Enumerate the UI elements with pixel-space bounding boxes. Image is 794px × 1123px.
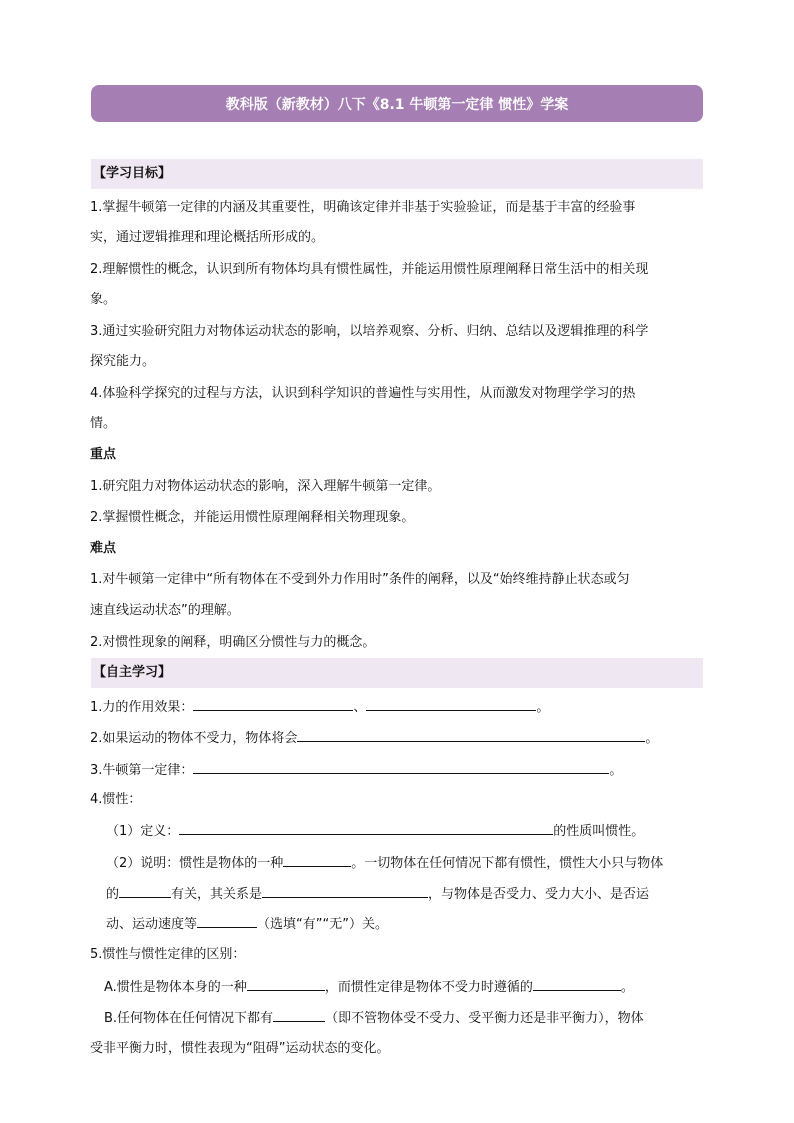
question-2-text: 2.如果运动的物体不受力，物体将会 <box>90 731 298 746</box>
answer-blank[interactable] <box>247 976 325 991</box>
difficult-point-2: 2.对惯性现象的阐释，明确区分惯性与力的概念。 <box>90 635 376 650</box>
answer-blank[interactable] <box>193 759 609 774</box>
item-text: （即不管物体受不受力、受平衡力还是非平衡力），物体 <box>325 1011 644 1026</box>
answer-blank[interactable] <box>179 820 553 835</box>
question-2-end: 。 <box>645 731 659 746</box>
answer-blank[interactable] <box>366 696 536 711</box>
question-3 <box>90 759 622 781</box>
explanation-text: 有关，其关系是 <box>171 887 263 902</box>
question-2 <box>90 727 658 749</box>
explanation-text: （选填“有”“无”）关。 <box>257 917 388 932</box>
item-text: A.惯性是物体本身的一种 <box>104 980 247 995</box>
question-5-item-b-line-1 <box>104 1007 644 1029</box>
answer-blank[interactable] <box>197 913 257 928</box>
difficult-points-heading: 难点 <box>90 541 117 556</box>
answer-blank[interactable] <box>533 976 621 991</box>
answer-blank[interactable] <box>262 883 428 898</box>
goal-4-line-1: 4.体验科学探究的过程与方法，认识到科学知识的普遍性与实用性，从而激发对物理学学习的热 <box>90 386 636 401</box>
answer-blank[interactable] <box>119 883 171 898</box>
section-self-study-heading: 【自主学习】 <box>91 658 703 688</box>
question-4-explanation-line-2 <box>106 883 649 905</box>
goal-2-line-2: 象。 <box>90 292 117 307</box>
answer-blank[interactable] <box>297 727 645 742</box>
question-4-definition-end: 的性质叫惯性。 <box>553 824 645 839</box>
page-title: 教科版（新教材）八下《8.1 牛顿第一定律 惯性》学案 <box>91 85 703 122</box>
question-5-item-a <box>104 976 634 998</box>
question-1-separator: 、 <box>353 700 367 715</box>
goal-3-line-2: 探究能力。 <box>90 354 156 369</box>
question-4: 4.惯性： <box>90 792 142 807</box>
question-5: 5.惯性与惯性定律的区别： <box>90 947 246 962</box>
key-points-heading: 重点 <box>90 447 117 462</box>
question-4-definition <box>106 820 644 842</box>
question-1 <box>90 696 549 718</box>
key-point-1: 1.研究阻力对物体运动状态的影响，深入理解牛顿第一定律。 <box>90 479 441 494</box>
section-goals-heading: 【学习目标】 <box>91 159 703 189</box>
explanation-text: 。一切物体在任何情况下都有惯性，惯性大小只与物体 <box>351 856 664 871</box>
goal-3-line-1: 3.通过实验研究阻力对物体运动状态的影响，以培养观察、分析、归纳、总结以及逻辑推理的科学 <box>90 324 649 339</box>
difficult-point-1-line-2: 速直线运动状态”的理解。 <box>90 603 240 618</box>
question-1-text: 1.力的作用效果： <box>90 700 194 715</box>
goal-2-line-1: 2.理解惯性的概念，认识到所有物体均具有惯性属性，并能运用惯性原理阐释日常生活中的相关现 <box>90 262 649 277</box>
explanation-text: （2）说明：惯性是物体的一种 <box>106 856 284 871</box>
goal-1-line-1: 1.掌握牛顿第一定律的内涵及其重要性，明确该定律并非基于实验验证，而是基于丰富的经验事 <box>90 200 636 215</box>
goal-1-line-2: 实，通过逻辑推理和理论概括所形成的。 <box>90 230 325 245</box>
question-4-explanation-line-1 <box>106 852 663 874</box>
question-1-end: 。 <box>536 700 550 715</box>
question-4-explanation-line-3 <box>106 913 388 935</box>
question-3-text: 3.牛顿第一定律： <box>90 763 194 778</box>
item-text: 。 <box>620 980 634 995</box>
answer-blank[interactable] <box>193 696 353 711</box>
answer-blank[interactable] <box>283 852 351 867</box>
answer-blank[interactable] <box>273 1007 325 1022</box>
question-3-end: 。 <box>609 763 623 778</box>
explanation-text: 动、运动速度等 <box>106 917 198 932</box>
explanation-text: 的 <box>106 887 120 902</box>
question-5-item-b-line-2: 受非平衡力时，惯性表现为“阻碍”运动状态的变化。 <box>90 1041 390 1056</box>
item-text: ，而惯性定律是物体不受力时遵循的 <box>324 980 533 995</box>
key-point-2: 2.掌握惯性概念，并能运用惯性原理阐释相关物理现象。 <box>90 510 415 525</box>
goal-4-line-2: 情。 <box>90 416 117 431</box>
item-text: B.任何物体在任何情况下都有 <box>104 1011 274 1026</box>
explanation-text: ，与物体是否受力、受力大小、是否运 <box>428 887 650 902</box>
question-4-definition-label: （1）定义： <box>106 824 180 839</box>
difficult-point-1-line-1: 1.对牛顿第一定律中“所有物体在不受到外力作用时”条件的阐释，以及“始终维持静止状态或匀 <box>90 572 630 587</box>
